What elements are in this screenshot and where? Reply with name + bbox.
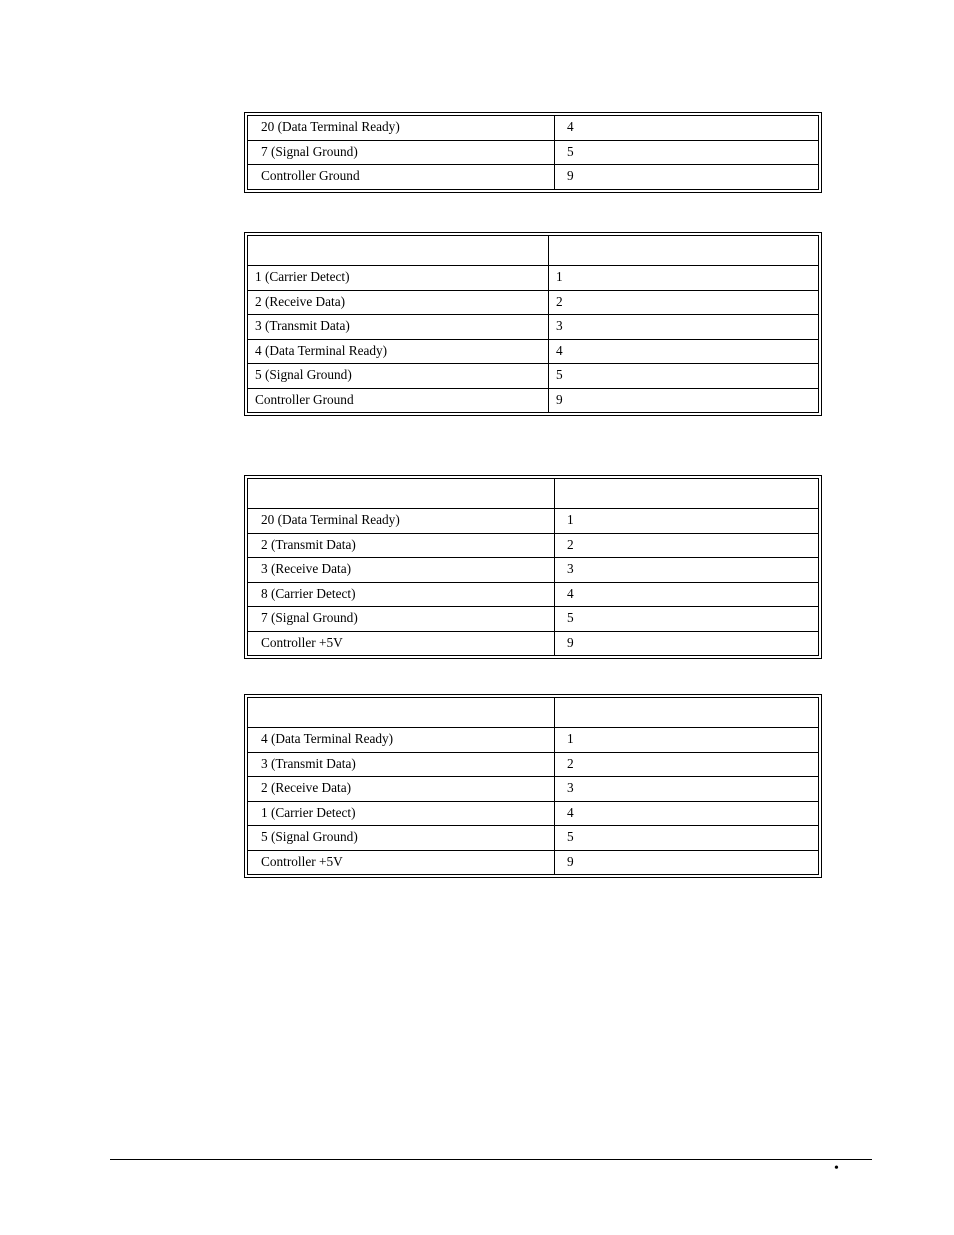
table-row	[248, 607, 819, 632]
pinout-table-3	[244, 475, 822, 659]
table-row	[248, 533, 819, 558]
table-row	[248, 582, 819, 607]
pin-cell: 2 (Receive Data)	[248, 290, 549, 315]
mapped-pin-cell: 2	[555, 752, 819, 777]
table-row	[248, 801, 819, 826]
table-row	[248, 116, 819, 141]
pin-cell: 7 (Signal Ground)	[248, 140, 555, 165]
pinout-table-1	[244, 112, 822, 193]
pin-cell: 5 (Signal Ground)	[248, 826, 555, 851]
mapped-pin-cell: 2	[549, 290, 819, 315]
pinout-table-4	[244, 694, 822, 878]
table-row	[248, 165, 819, 190]
mapped-pin-cell: 4	[555, 801, 819, 826]
mapped-pin-cell: 5	[549, 364, 819, 389]
pin-cell: Controller +5V	[248, 850, 555, 875]
mapped-pin-cell: 3	[555, 558, 819, 583]
pin-cell: 3 (Receive Data)	[248, 558, 555, 583]
table-row	[248, 826, 819, 851]
pin-cell: 7 (Signal Ground)	[248, 607, 555, 632]
pin-cell: 4 (Data Terminal Ready)	[248, 728, 555, 753]
table-row	[248, 728, 819, 753]
header-cell	[549, 236, 819, 266]
mapped-pin-cell: 9	[555, 165, 819, 190]
pin-cell: 1 (Carrier Detect)	[248, 801, 555, 826]
mapped-pin-cell: 9	[549, 388, 819, 413]
table-row	[248, 631, 819, 656]
table-row	[248, 315, 819, 340]
footer-bullet-icon: •	[834, 1161, 839, 1176]
pin-cell: 4 (Data Terminal Ready)	[248, 339, 549, 364]
table-row	[248, 140, 819, 165]
pin-cell: 1 (Carrier Detect)	[248, 266, 549, 291]
table-header-row	[248, 236, 819, 266]
header-cell	[248, 236, 549, 266]
pin-cell: Controller +5V	[248, 631, 555, 656]
mapped-pin-cell: 5	[555, 607, 819, 632]
pin-cell: 20 (Data Terminal Ready)	[248, 116, 555, 141]
table-header-row	[248, 698, 819, 728]
pin-cell: 2 (Transmit Data)	[248, 533, 555, 558]
mapped-pin-cell: 4	[555, 582, 819, 607]
table-row	[248, 777, 819, 802]
footer-rule	[110, 1159, 872, 1160]
header-cell	[248, 698, 555, 728]
table-header-row	[248, 479, 819, 509]
mapped-pin-cell: 1	[549, 266, 819, 291]
mapped-pin-cell: 9	[555, 850, 819, 875]
mapped-pin-cell: 5	[555, 140, 819, 165]
mapped-pin-cell: 9	[555, 631, 819, 656]
mapped-pin-cell: 3	[549, 315, 819, 340]
mapped-pin-cell: 4	[549, 339, 819, 364]
table-row	[248, 364, 819, 389]
pin-cell: 3 (Transmit Data)	[248, 315, 549, 340]
table-row	[248, 558, 819, 583]
pin-cell: Controller Ground	[248, 165, 555, 190]
pin-cell: 8 (Carrier Detect)	[248, 582, 555, 607]
mapped-pin-cell: 3	[555, 777, 819, 802]
pinout-table-2	[244, 232, 822, 416]
table-row	[248, 290, 819, 315]
mapped-pin-cell: 4	[555, 116, 819, 141]
header-cell	[248, 479, 555, 509]
pin-cell: 2 (Receive Data)	[248, 777, 555, 802]
mapped-pin-cell: 5	[555, 826, 819, 851]
table-row	[248, 850, 819, 875]
pin-cell: Controller Ground	[248, 388, 549, 413]
pin-cell: 5 (Signal Ground)	[248, 364, 549, 389]
table-row	[248, 388, 819, 413]
pin-cell: 3 (Transmit Data)	[248, 752, 555, 777]
table-row	[248, 509, 819, 534]
table-row	[248, 339, 819, 364]
header-cell	[555, 698, 819, 728]
table-row	[248, 752, 819, 777]
mapped-pin-cell: 2	[555, 533, 819, 558]
table-row	[248, 266, 819, 291]
header-cell	[555, 479, 819, 509]
mapped-pin-cell: 1	[555, 509, 819, 534]
mapped-pin-cell: 1	[555, 728, 819, 753]
pin-cell: 20 (Data Terminal Ready)	[248, 509, 555, 534]
